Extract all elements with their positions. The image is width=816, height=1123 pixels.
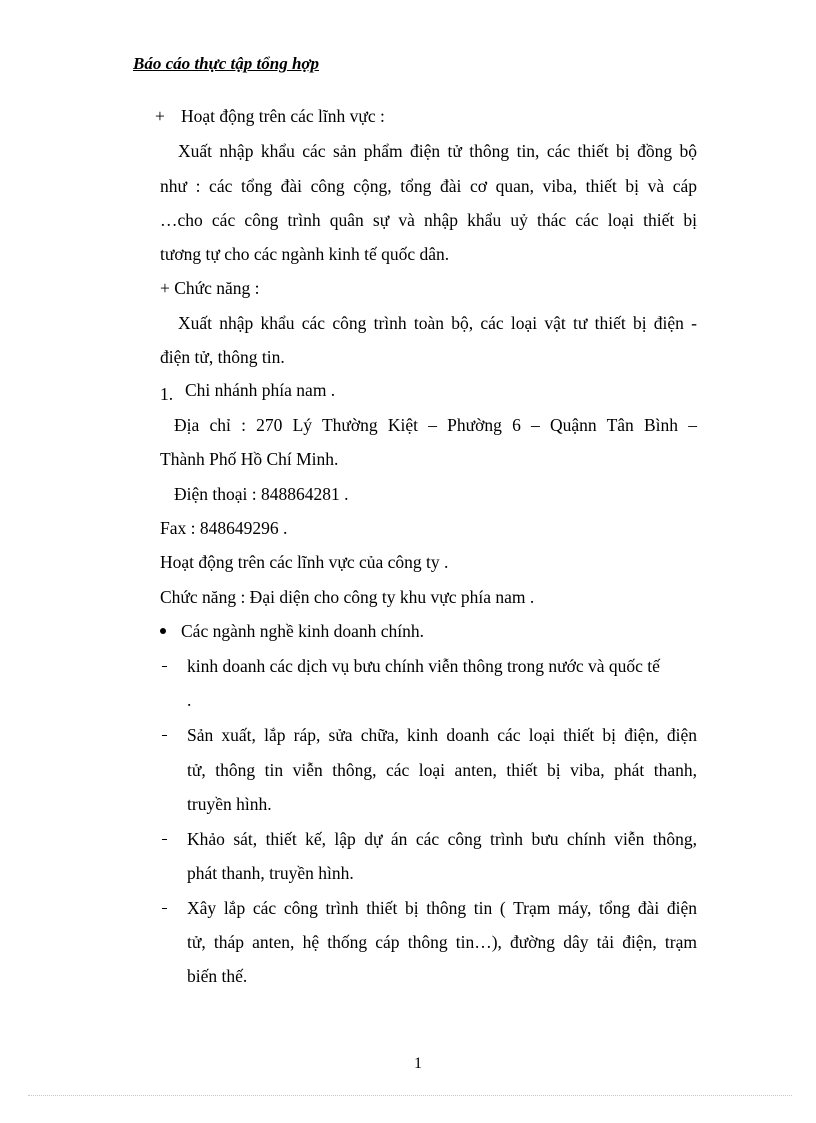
phone-line: Điện thoại : 848864281 . <box>174 484 349 504</box>
list-number: 1. <box>160 384 174 404</box>
paragraph-line: …cho các công trình quân sự và nhập khẩu uỷ thác các loại thiết bị <box>160 210 697 230</box>
list-item-line: biến thế. <box>187 966 248 986</box>
plus-marker: + <box>155 106 165 126</box>
list-item-line: tử, tháp anten, hệ thống cáp thông tin…), đường dây tải điện, trạm <box>187 932 697 952</box>
dash-icon <box>162 839 167 840</box>
section-function-heading: + Chức năng : <box>160 278 260 298</box>
list-item-line: Sản xuất, lắp ráp, sửa chữa, kinh doanh các loại thiết bị điện, điện <box>187 725 697 745</box>
report-header-title: Báo cáo thực tập tổng hợp <box>133 54 320 73</box>
paragraph-line: Xuất nhập khẩu các công trình toàn bộ, các loại vật tư thiết bị điện - <box>178 313 697 333</box>
list-item-line: Khảo sát, thiết kế, lập dự án các công trình bưu chính viễn thông, <box>187 829 697 849</box>
address-line: Thành Phố Hồ Chí Minh. <box>160 449 339 469</box>
dash-icon <box>162 735 167 736</box>
section-activity-heading: Hoạt động trên các lĩnh vực : <box>181 106 385 126</box>
activity-line: Hoạt động trên các lĩnh vực của công ty . <box>160 552 449 572</box>
fax-line: Fax : 848649296 . <box>160 518 288 538</box>
paragraph-line: tương tự cho các ngành kinh tế quốc dân. <box>160 244 450 264</box>
list-item-line: . <box>187 690 192 710</box>
page-bottom-divider <box>28 1095 792 1096</box>
address-line: Địa chỉ : 270 Lý Thường Kiệt – Phường 6 – Quậnn Tân Bình – <box>174 415 697 435</box>
list-item-line: phát thanh, truyền hình. <box>187 863 354 883</box>
function-line: Chức năng : Đại diện cho công ty khu vực phía nam . <box>160 587 535 607</box>
list-item-line: Xây lắp các công trình thiết bị thông tin ( Trạm máy, tổng đài điện <box>187 898 697 918</box>
dash-icon <box>162 908 167 909</box>
dash-icon <box>162 666 167 667</box>
branch-title: Chi nhánh phía nam . <box>185 380 336 400</box>
paragraph-line: như : các tổng đài công cộng, tổng đài cơ quan, viba, thiết bị và cáp <box>160 176 697 196</box>
paragraph-line: điện tử, thông tin. <box>160 347 285 367</box>
page-number: 1 <box>414 1055 422 1072</box>
list-item-line: kinh doanh các dịch vụ bưu chính viễn thông trong nước và quốc tế <box>187 656 660 676</box>
paragraph-line: Xuất nhập khẩu các sản phẩm điện tử thông tin, các thiết bị đồng bộ <box>178 141 697 161</box>
list-item-line: truyền hình. <box>187 794 272 814</box>
bullet-icon <box>160 628 166 634</box>
list-item-line: tử, thông tin viễn thông, các loại anten, thiết bị viba, phát thanh, <box>187 760 697 780</box>
business-heading: Các ngành nghề kinh doanh chính. <box>181 621 425 641</box>
